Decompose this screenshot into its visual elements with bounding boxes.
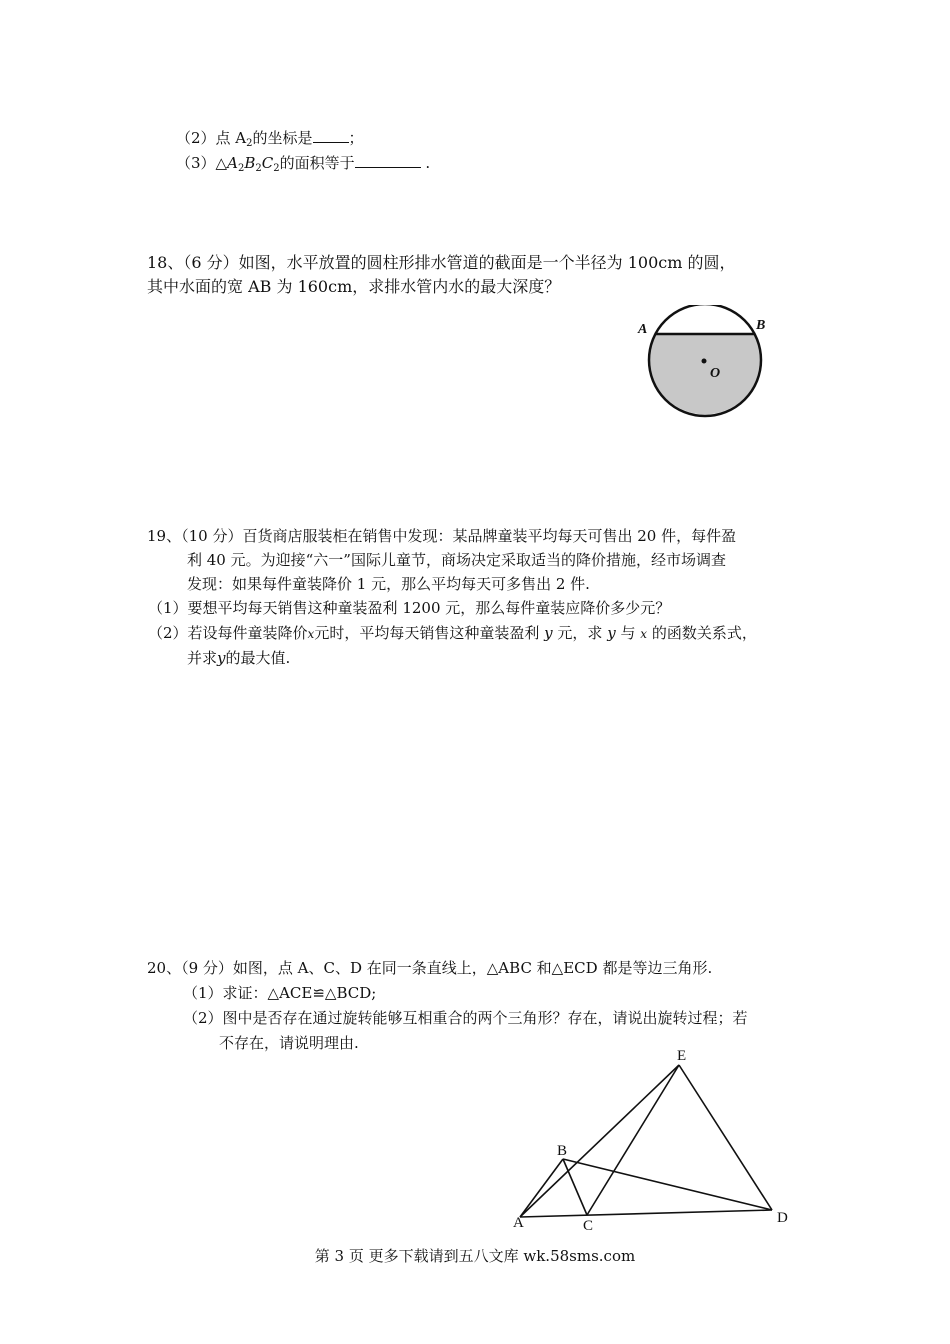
q17-part3-c: C [261, 154, 274, 172]
q20-segment-ad [520, 1210, 772, 1217]
q17-part3-blank [355, 153, 421, 168]
q17-part3-a-sub: 2 [237, 163, 245, 174]
q19-part2-d: 与 [620, 624, 636, 642]
q20-segment-bc [563, 1159, 587, 1215]
q19-part1: （1）要想平均每天销售这种童装盈利 1200 元，那么每件童装应降价多少元？ [148, 599, 671, 617]
q20-label-a: A [513, 1215, 524, 1231]
q17-part2-post: 的坐标是 [252, 129, 313, 147]
q19-line2: 利 40 元。为迎接“六一”国际儿童节，商场决定采取适当的降价措施，经市场调查 [187, 551, 726, 569]
q17-part3-c-sub: 2 [273, 163, 280, 174]
q18-pipe-figure [630, 305, 780, 425]
q20-label-d: D [777, 1210, 788, 1226]
q18-line2: 其中水面的宽 AB 为 160cm，求排水管内水的最大深度？ [147, 277, 561, 296]
q19-part2-x1: x [307, 627, 315, 641]
q18-label-a: A [638, 322, 648, 337]
q20-part2-line1: （2）图中是否存在通过旋转能够互相重合的两个三角形？存在，请说出旋转过程；若 [183, 1009, 748, 1027]
q18-water-segment [649, 334, 761, 414]
q19-part2-e: 的函数关系式， [651, 624, 757, 642]
q19-line1: 19、（10 分）百货商店服装柜在销售中发现：某品牌童装平均每天可售出 20 件，每件盈 [147, 527, 737, 545]
q20-part1: （1）求证：△ACE≌△BCD; [183, 984, 377, 1002]
q20-line1: 20、（9 分）如图，点 A、C、D 在同一条直线上，△ABC 和△ECD 都是等边三角形. [147, 959, 713, 977]
q19-part2-y1: y [544, 624, 553, 642]
q18-label-b: B [756, 318, 766, 333]
q19-part2-a: （2）若设每件童装降价 [148, 624, 308, 642]
q20-part2-line2: 不存在，请说明理由. [219, 1034, 359, 1052]
q19-part2-b: 元时，平均每天销售这种童装盈利 [314, 624, 540, 642]
q17-part3-pre: （3）△ [176, 154, 228, 172]
q19-part2-line2-b: 的最大值. [225, 649, 291, 667]
q17-part3-end: . [420, 154, 431, 172]
q17-part3-a: A [227, 154, 238, 172]
q17-part2-end: ； [348, 129, 364, 147]
q17-part2-pre: （2）点 A [176, 129, 247, 147]
q19-part2-x2: x [640, 627, 648, 641]
q17-part2 [176, 127, 364, 155]
q20-label-e: E [677, 1048, 687, 1064]
q17-part2-sub: 2 [246, 138, 253, 149]
q20-segment-ab [520, 1159, 563, 1217]
q17-part3-b: B [244, 154, 256, 172]
q19-part2 [148, 622, 757, 645]
page-footer: 第 3 页 更多下载请到五八文库 wk.58sms.com [314, 1247, 636, 1265]
q19-line3: 发现：如果每件童装降价 1 元，那么平均每天可多售出 2 件. [187, 575, 590, 593]
q20-triangle-figure [500, 1040, 810, 1240]
q20-label-b: B [557, 1143, 568, 1159]
q18-line1: 18、（6 分）如图，水平放置的圆柱形排水管道的截面是一个半径为 100cm 的圆， [147, 253, 736, 272]
q18-center-point [702, 359, 707, 364]
q19-part2-y2: y [607, 624, 616, 642]
q17-part3 [176, 152, 430, 180]
q20-segment-ed [679, 1065, 772, 1210]
q17-part3-post: 的面积等于 [279, 154, 355, 172]
q20-label-c: C [583, 1218, 594, 1234]
q17-part2-blank [313, 128, 349, 143]
q19-part2-line2-y: y [217, 649, 226, 667]
q18-label-o: O [710, 366, 721, 381]
q19-part2-line2 [187, 647, 290, 669]
q19-part2-line2-a: 并求 [187, 649, 218, 667]
q19-part2-c: 元，求 [557, 624, 603, 642]
q17-part3-b-sub: 2 [255, 163, 262, 174]
